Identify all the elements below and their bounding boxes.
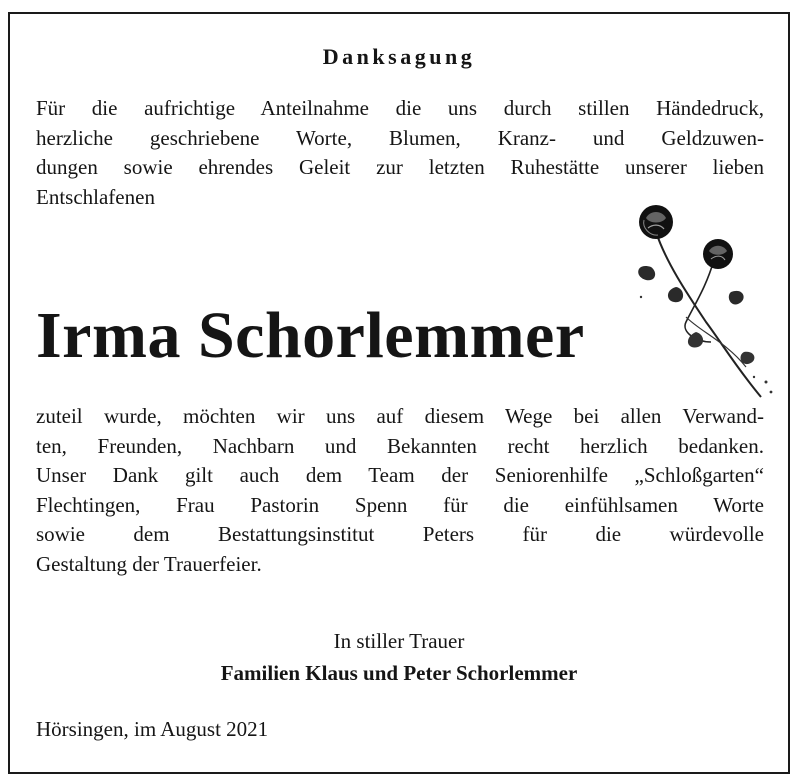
families-signature: Familien Klaus und Peter Schorlemmer	[220, 661, 578, 685]
body-paragraph	[36, 402, 764, 579]
body-line: sowie dem Bestattungsinstitut Peters für die würdevolle	[36, 522, 764, 546]
body-line: Unser Dank gilt auch dem Team der Seniorenhilfe „Schloßgarten“	[36, 463, 764, 487]
place-date: Hörsingen, im August 2021	[36, 717, 269, 741]
body-line: Flechtingen, Frau Pastorin Spenn für die einfühlsamen Worte	[36, 492, 764, 517]
intro-line: herzliche geschriebene Worte, Blumen, Kranz- und Geldzuwen-	[36, 125, 764, 150]
intro-line: Für die aufrichtige Anteilnahme die uns durch stillen Händedruck,	[36, 96, 764, 120]
intro-line: Entschlafenen	[36, 184, 155, 209]
roses-icon	[626, 192, 776, 402]
heading: Danksagung	[322, 44, 476, 69]
body-line: ten, Freunden, Nachbarn und Bekannten recht herzlich bedanken.	[36, 433, 764, 458]
mourning-line: In stiller Trauer	[333, 629, 465, 653]
obituary-card	[8, 12, 790, 774]
intro-line: dungen sowie ehrendes Geleit zur letzten Ruhestätte unserer lieben	[36, 155, 764, 179]
deceased-name: Irma Schorlemmer	[36, 299, 585, 372]
body-line: Gestaltung der Trauerfeier.	[36, 551, 262, 576]
body-line: zuteil wurde, möchten wir uns auf diesem Wege bei allen Verwand-	[36, 404, 764, 428]
